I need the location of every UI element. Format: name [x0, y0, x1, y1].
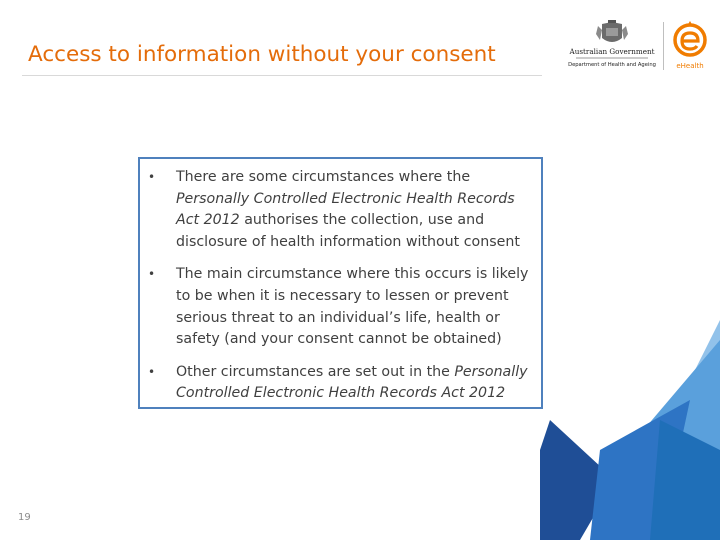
slide-title: Access to information without your consent — [28, 42, 496, 67]
logo-divider — [663, 22, 664, 70]
bullet-marker: • — [148, 267, 156, 282]
bullet-item — [140, 362, 541, 405]
bullet-marker: • — [148, 364, 156, 379]
ehealth-label: eHealth — [676, 62, 704, 70]
bullet-text-segment: authorises the collection, use and disclosure of health information without consent — [176, 212, 520, 250]
act-title-text: Personally Controlled Electronic Health Records Act 2012 — [176, 363, 528, 402]
content-box — [138, 157, 543, 409]
bullet-text — [176, 362, 535, 405]
department-name-text: Department of Health and Ageing — [568, 62, 656, 68]
title-divider — [22, 75, 542, 76]
ehealth-logo — [670, 20, 710, 72]
decorative-blue-shapes — [540, 300, 720, 540]
australian-government-logo — [562, 20, 662, 72]
bullet-marker: • — [148, 170, 156, 184]
ehealth-e-icon — [675, 21, 705, 55]
act-title-text: Personally Controlled Electronic Health Records Act 2012 — [176, 190, 515, 229]
bullet-list — [140, 167, 541, 416]
government-name-text: Australian Government — [569, 47, 655, 56]
bullet-text-segment: There are some circumstances where the — [176, 169, 471, 185]
bullet-text-segment: Other circumstances are set out in the — [176, 363, 455, 380]
bullet-item — [140, 264, 541, 350]
coat-of-arms-icon — [596, 20, 628, 42]
bullet-text — [176, 264, 535, 350]
bullet-text-segment: The main circumstance where this occurs is likely to be when it is necessary to lessen or prevent serious threat to an individual’s life, health or safety (and your consent cannot be obtained) — [176, 266, 529, 348]
bullet-text — [176, 167, 535, 253]
bullet-item — [140, 167, 541, 253]
page-number: 19 — [18, 512, 31, 523]
